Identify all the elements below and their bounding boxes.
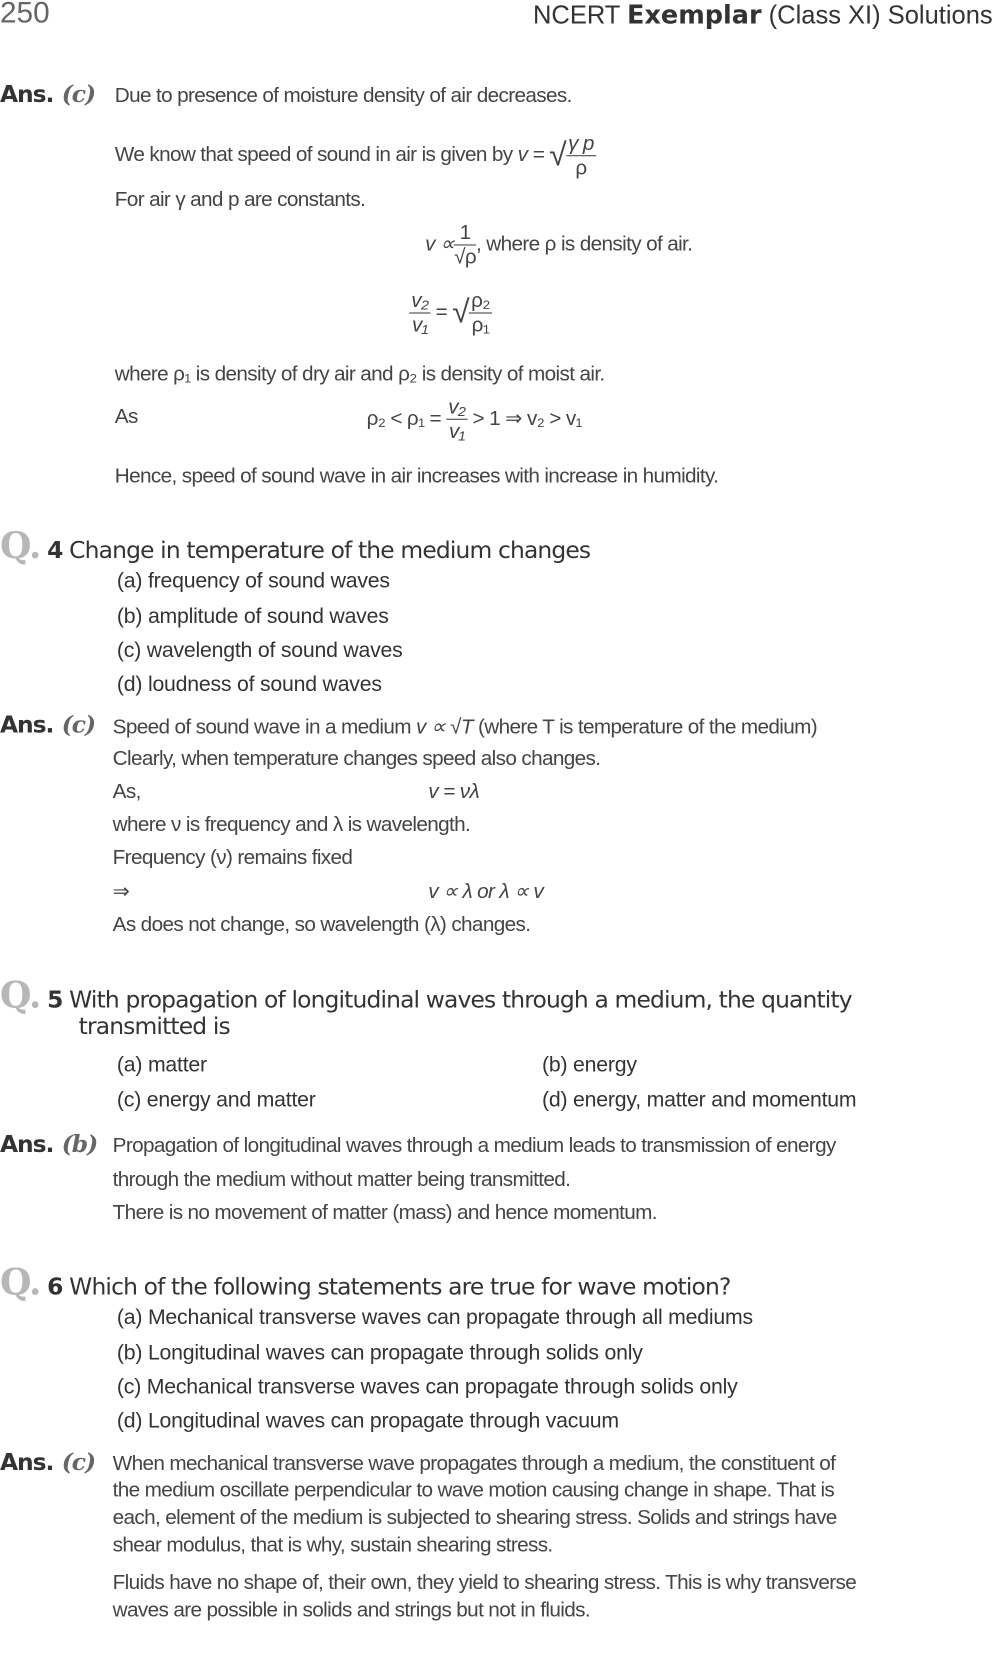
question-4: Q. 4 Change in temperature of the medium changes [0,525,591,568]
answer-text: When mechanical transverse wave propagates through a medium, the constituent of [112,1451,836,1476]
answer-label: Ans. (c) [0,711,95,739]
answer-text: the medium oscillate perpendicular to wave motion causing change in shape. That is [112,1478,835,1502]
answer-text: waves are possible in solids and strings but not in fluids. [112,1598,590,1622]
option-d: (d) loudness of sound waves [116,672,382,697]
answer-text: Clearly, when temperature changes speed also changes. [112,747,601,771]
option-b: (b) Longitudinal waves can propagate through solids only [116,1341,643,1365]
option-c: (c) energy and matter [116,1088,316,1112]
option-d: (d) energy, matter and momentum [542,1088,857,1112]
answer-text: Propagation of longitudinal waves through a medium leads to transmission of energy [112,1134,836,1158]
answer-text: As [114,404,138,429]
answer-text: Fluids have no shape of, their own, they yield to shearing stress. This is why transverse [112,1570,857,1595]
formula: v ∝ $\frac{1}{√\rho}$ , where ρ is density of air. [425,221,693,269]
answer-text: Due to presence of moisture density of air decreases. [114,83,572,108]
answer-text: where ρ₁ is density of dry air and ρ₂ is density of moist air. [114,362,605,386]
answer-label: Ans. (c) [0,80,95,109]
formula: v = νλ [428,780,480,804]
answer-text: There is no movement of matter (mass) and hence momentum. [112,1200,657,1225]
answer-label: Ans. (c) [0,1448,95,1477]
header-suffix: (Class XI) Solutions [768,1,993,30]
answer-label: Ans. (b) [0,1130,98,1159]
header-prefix: NCERT [532,1,620,30]
running-header [533,0,993,31]
question-5: Q. 5 With propagation of longitudinal waves through a medium, the quantity [0,974,852,1018]
answer-text: Speed of sound wave in a medium v ∝ √T (where T is temperature of the medium) [112,715,818,739]
formula: $\frac{\text{v₂}}{\text{v₁}}$ = √ $\frac{\text{ρ₂}}{\text{ρ₁}}$ [409,289,492,337]
formula: ρ₂ < ρ₁ = $\frac{\text{v₂}}{\text{v₁}}$ > 1 ⇒ v₂ > v₁ [366,395,582,444]
header-bold: Exemplar [627,0,762,30]
answer-text: where ν is frequency and λ is wavelength. [112,813,471,837]
option-c: (c) wavelength of sound waves [116,638,403,663]
answer-text: For air γ and p are constants. [114,188,366,212]
answer-text: shear modulus, that is why, sustain shearing stress. [112,1533,553,1558]
page-number: 250 [0,0,50,29]
option-a: (a) frequency of sound waves [116,569,390,594]
option-a: (a) Mechanical transverse waves can propagate through all mediums [116,1306,753,1330]
answer-text: Frequency (ν) remains fixed [112,845,353,870]
answer-text: As, [112,780,141,804]
implies-symbol: ⇒ [112,879,130,904]
formula: v ∝ λ or λ ∝ v [428,879,544,904]
question-6: Q. 6 Which of the following statements are true for wave motion? [0,1261,731,1305]
question-5-cont: transmitted is [78,1013,230,1041]
option-b: (b) energy [542,1053,637,1077]
answer-text: We know that speed of sound in air is given by v = √ $\frac{\text{γ p}}{\rho}$ [115,132,596,180]
option-c: (c) Mechanical transverse waves can propagate through solids only [116,1375,738,1399]
answer-text: As does not change, so wavelength (λ) changes. [112,912,531,937]
option-b: (b) amplitude of sound waves [116,604,389,629]
answer-text: through the medium without matter being transmitted. [112,1168,571,1192]
option-d: (d) Longitudinal waves can propagate through vacuum [116,1409,619,1433]
option-a: (a) matter [116,1053,207,1077]
answer-text: each, element of the medium is subjected to shearing stress. Solids and strings have [112,1505,837,1530]
answer-text: Hence, speed of sound wave in air increases with increase in humidity. [114,464,719,488]
